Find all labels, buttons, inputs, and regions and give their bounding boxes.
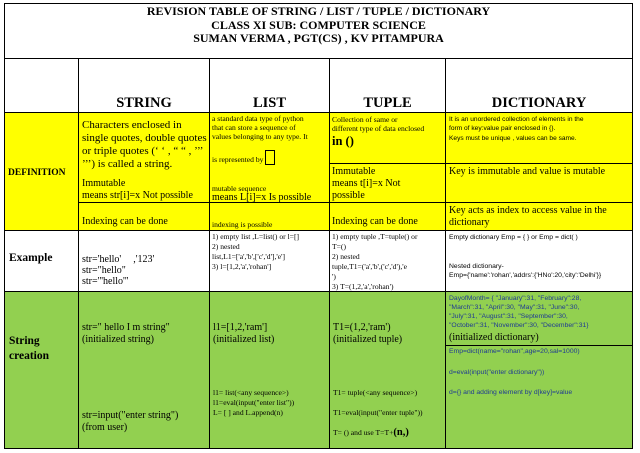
creation-list: l1=[1,2,'ram'] (initialized list) l1= list(<any sequence>) l1=eval(input("enter list")) L= [ ] and L.append(n) — [210, 292, 330, 449]
title-cell — [5, 4, 633, 59]
example-list: 1) empty list ,L=list() or l=[] 2) nested list,L1=['a','b',['c','d'],'e'] 3) l=[1,2,'a','rohan'] — [210, 231, 330, 292]
example-dictionary: Empty dictionary Emp = { } or Emp = dict( ) Nested dictionary- Emp={'name':'rohan','addrs':{'HNo':20,'city':'Delhi'}} — [446, 231, 633, 292]
definition-dictionary: It is an unordered collection of elements in the form of key:value pair enclosed in {}. Keys must be unique , values can be same. Key is immutable and value is mutable Key acts as index to access value in the dictionary — [446, 113, 633, 231]
example-tuple: 1) empty tuple ,T=tuple() or T=() 2) nested tuple,T1=('a','b',('c','d'),'e ') 3) T=(1,2,'a','rohan') — [330, 231, 446, 292]
creation-string: str=" hello I m string" (initialized string) str=input("enter string") (from user) — [79, 292, 210, 449]
title-line-1: REVISION TABLE OF STRING / LIST / TUPLE / DICTIONARY — [146, 4, 491, 18]
header-string: STRING — [79, 59, 210, 113]
definition-label: DEFINITION — [8, 168, 66, 178]
title-line-2: CLASS XI SUB: COMPUTER SCIENCE — [211, 17, 426, 32]
header-dictionary: DICTIONARY — [446, 59, 633, 113]
definition-list: a standard data type of python that can store a sequence of values belonging to any type. It is represented by mutable sequence means L[i]=x Is possible indexing is possible — [210, 113, 330, 231]
revision-table — [4, 3, 633, 449]
header-corner — [5, 59, 79, 113]
title-line-3: SUMAN VERMA , PGT(CS) , KV PITAMPURA — [193, 31, 444, 45]
square-brackets-symbol — [265, 150, 275, 165]
creation-label-line-2: creation — [9, 350, 50, 362]
definition-tuple: Collection of same or different type of data enclosed in () Immutable means t[i]=x Not possible Indexing can be done — [330, 113, 446, 231]
header-list: LIST — [210, 59, 330, 113]
creation-tuple: T1=(1,2,'ram') (initialized tuple) T1= tuple(<any sequence>) T1=eval(input("enter tuple")) T= () and use T=T+(n,) — [330, 292, 446, 449]
creation-label-cell — [5, 292, 79, 449]
example-string: str='hello' ,'123' str="hello" str='''hello''' — [79, 231, 210, 292]
definition-label-cell — [5, 113, 79, 231]
creation-dictionary: DayofMonth= { "January":31, "February":28, "March":31, "April":30, "May":31, "June":30, "July":31, "August":31, "September":30, "October":31, "November":30, "December":31} (initialized dictionary) Emp=dict(name="rohan",age=20,sal=1000) d=eval(input("enter dictionary")) d={} and adding element by d[key]=value — [446, 292, 633, 449]
example-label: Example — [9, 252, 53, 264]
header-tuple: TUPLE — [330, 59, 446, 113]
example-label-cell — [5, 231, 79, 292]
revision-table-page — [4, 3, 632, 448]
definition-string: Characters enclosed in single quotes, double quotes or triple quotes (‘ ‘ , “ “ , ’’’ ’’’) is called a string. Immutable means str[i]=x Not possible Indexing can be done — [79, 113, 210, 231]
creation-label-line-1: String — [9, 335, 40, 347]
